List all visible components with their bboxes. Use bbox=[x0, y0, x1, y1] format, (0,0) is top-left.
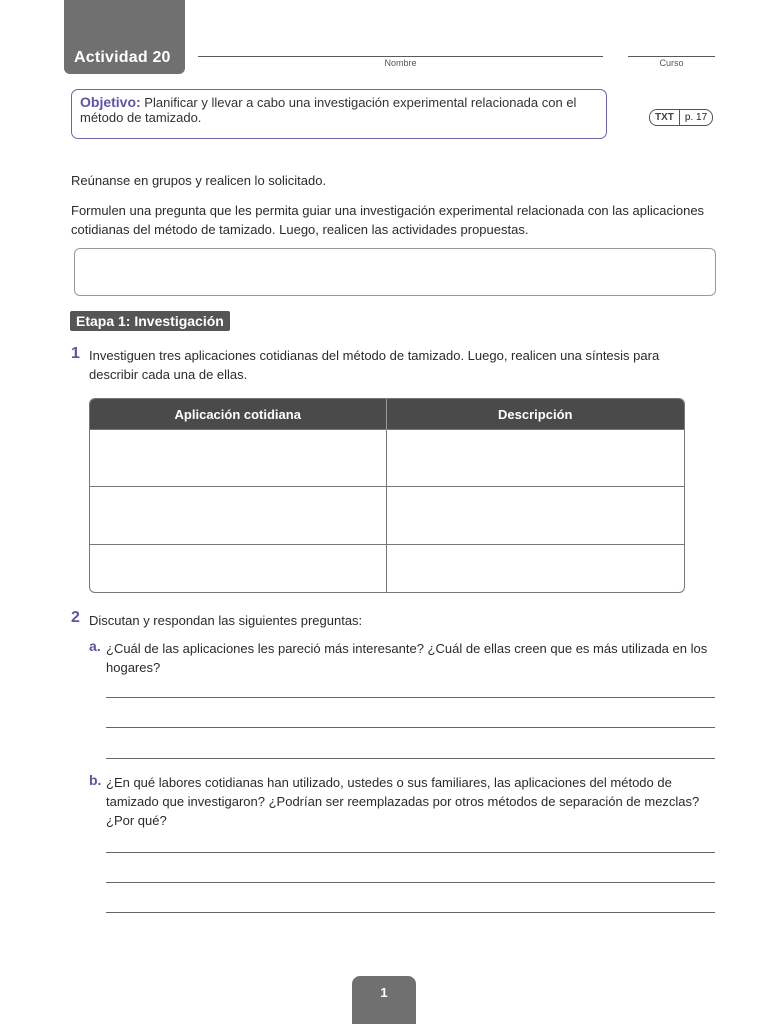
table-cell-application[interactable] bbox=[90, 430, 386, 487]
page-number-tab bbox=[352, 976, 416, 1024]
course-field-line[interactable] bbox=[628, 56, 715, 57]
answer-line-2b-2[interactable] bbox=[106, 882, 715, 883]
table-cell-description[interactable] bbox=[386, 430, 684, 487]
name-label: Nombre bbox=[384, 58, 417, 68]
table-cell-description[interactable] bbox=[386, 544, 684, 592]
question-2a-letter: a. bbox=[89, 638, 101, 654]
question-2b-letter: b. bbox=[89, 772, 102, 788]
table-row bbox=[90, 430, 684, 487]
question-2-text: Discutan y respondan las siguientes preguntas: bbox=[89, 613, 363, 628]
objective-text: Planificar y llevar a cabo una investigación experimental relacionada con el método de tamizado. bbox=[80, 95, 577, 125]
answer-line-2a-1[interactable] bbox=[106, 697, 715, 698]
txt-page: p. 17 bbox=[684, 112, 708, 123]
course-label: Curso bbox=[659, 58, 684, 68]
activity-title: Actividad 20 bbox=[74, 49, 171, 66]
answer-line-2a-2[interactable] bbox=[106, 727, 715, 728]
question-1-number: 1 bbox=[71, 345, 80, 362]
applications-table bbox=[89, 398, 685, 593]
activity-tab bbox=[64, 0, 185, 74]
table-cell-application[interactable] bbox=[90, 544, 386, 592]
group-instruction: Reúnanse en grupos y realicen lo solicitado. bbox=[71, 173, 327, 188]
question-2b-text: ¿En qué labores cotidianas han utilizado, ustedes o sus familiares, las aplicaciones del método de tamizado que investigaron? ¿Podrían ser reemplazadas por otros métodos de separación de mezclas? ¿Por qué? bbox=[106, 775, 700, 828]
table-cell-application[interactable] bbox=[90, 487, 386, 544]
table-row bbox=[90, 544, 684, 592]
table-header-description: Descripción bbox=[386, 399, 684, 430]
table-header-application: Aplicación cotidiana bbox=[90, 399, 386, 430]
page-number: 1 bbox=[380, 985, 388, 1000]
answer-line-2b-3[interactable] bbox=[106, 912, 715, 913]
answer-line-2a-3[interactable] bbox=[106, 758, 715, 759]
question-1-text: Investiguen tres aplicaciones cotidianas del método de tamizado. Luego, realicen una síntesis para describir cada una de ellas. bbox=[89, 348, 660, 382]
objective-box bbox=[71, 89, 607, 139]
name-field-line[interactable] bbox=[198, 56, 603, 57]
stage-title: Etapa 1: Investigación bbox=[70, 311, 230, 331]
question-prompt: Formulen una pregunta que les permita guiar una investigación experimental relacionada con las aplicaciones cotidianas del método de tamizado. Luego, realicen las actividades propuestas. bbox=[71, 203, 705, 237]
answer-line-2b-1[interactable] bbox=[106, 852, 715, 853]
table-cell-description[interactable] bbox=[386, 487, 684, 544]
txt-reference-badge bbox=[649, 109, 713, 126]
research-question-box[interactable] bbox=[74, 248, 716, 296]
txt-tag: TXT bbox=[650, 110, 680, 125]
objective-title: Objetivo: bbox=[80, 94, 141, 110]
question-2-number: 2 bbox=[71, 609, 80, 626]
table-row bbox=[90, 487, 684, 544]
question-2a-text: ¿Cuál de las aplicaciones les pareció más interesante? ¿Cuál de ellas creen que es más utilizada en los hogares? bbox=[106, 641, 708, 675]
